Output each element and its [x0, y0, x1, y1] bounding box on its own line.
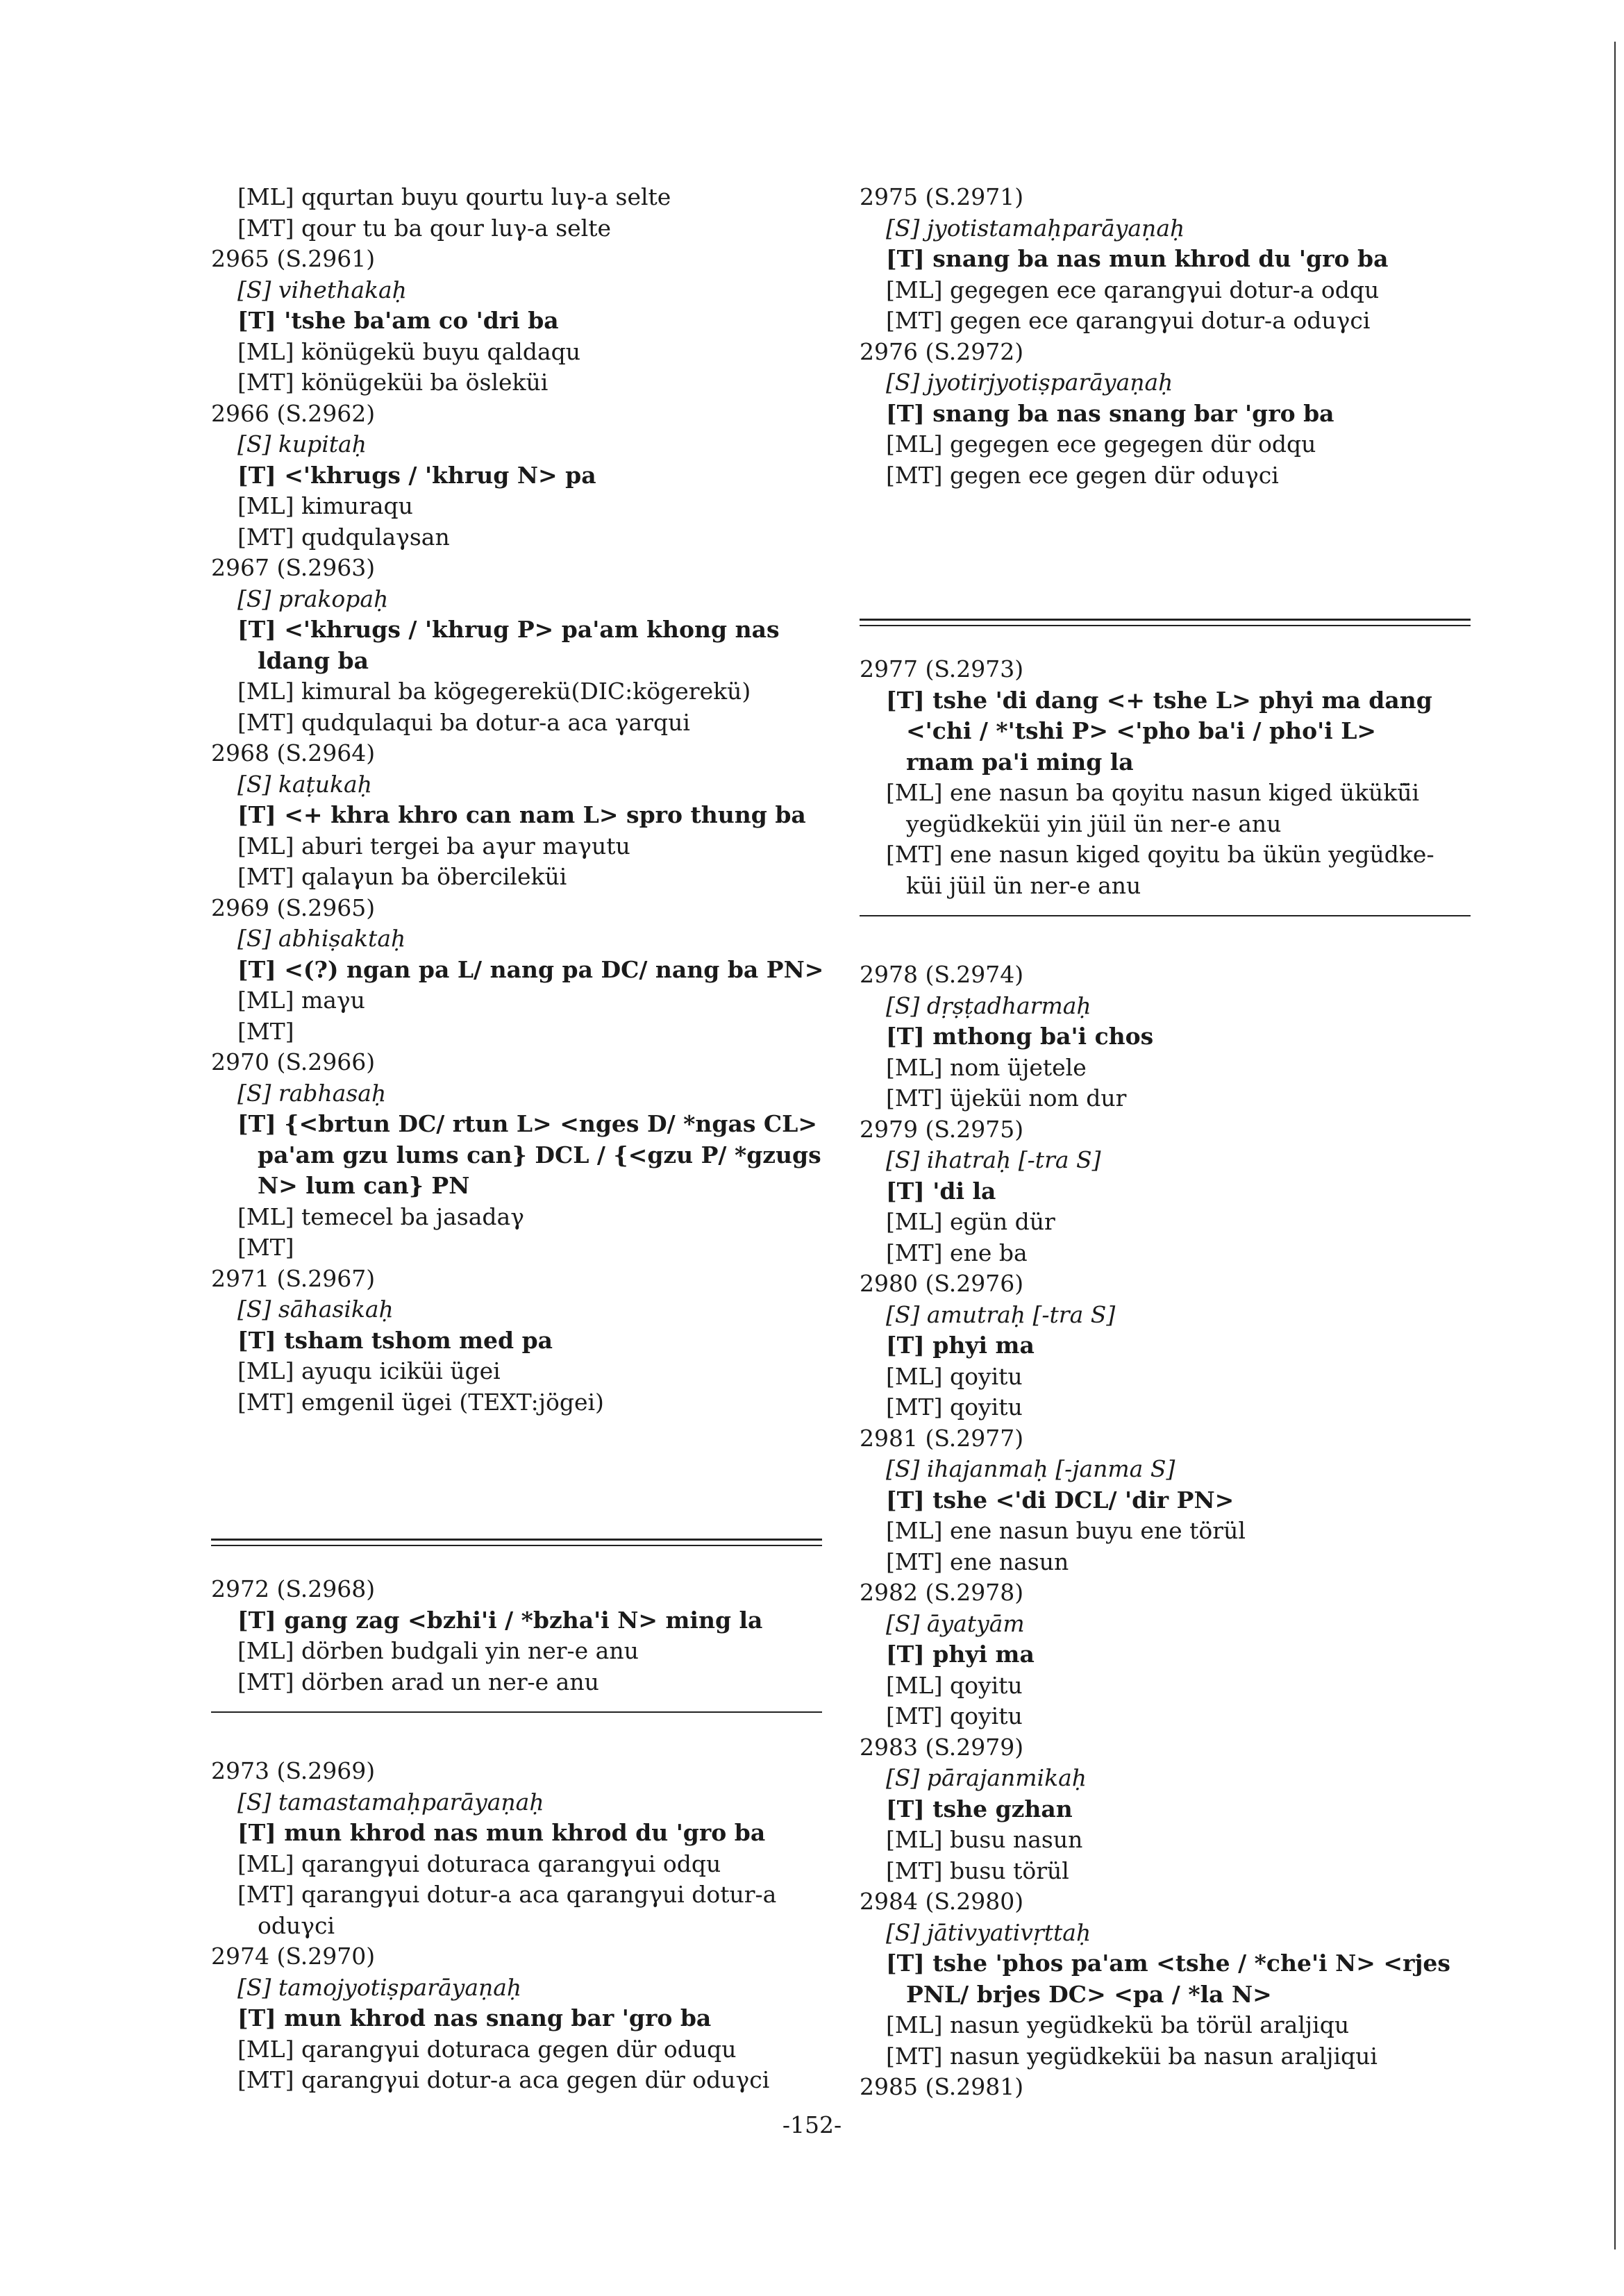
- entry-field: [S] jātivyativṛttaḥ: [886, 1918, 1091, 1946]
- entry-field: [MT] dörben arad un ner-e anu: [237, 1668, 599, 1695]
- entry-field: [S] kaṭukaḥ: [237, 770, 372, 798]
- entry-field: [ML] gegegen ece qarangγui dotur-a odqu: [886, 276, 1380, 303]
- entry-number: 2979 (S.2975): [860, 1115, 1024, 1143]
- entry-continuation: rnam pa'i ming la: [906, 748, 1134, 776]
- entry-field: [ML] kimural ba kögegerekü(DIC:kögerekü): [237, 678, 751, 705]
- entry-field: [MT]: [237, 1017, 294, 1045]
- entry-number: 2974 (S.2970): [211, 1943, 376, 1970]
- entry-field: [T] phyi ma: [886, 1332, 1035, 1359]
- entry-field: [S] jyotirjyotiṣparāyaṇaḥ: [886, 369, 1173, 396]
- entry-number: 2977 (S.2973): [860, 655, 1024, 682]
- entry-number: 2975 (S.2971): [860, 183, 1024, 210]
- entry-field: [ML] maγu: [237, 987, 365, 1014]
- entry-field: [ML] nom üjetele: [886, 1053, 1087, 1081]
- entry-number: 2981 (S.2977): [860, 1424, 1024, 1452]
- entry-field: [ML] busu nasun: [886, 1826, 1083, 1853]
- entry-number: 2973 (S.2969): [211, 1757, 376, 1784]
- entry-field: [S] tamastamaḥparāyaṇaḥ: [237, 1788, 544, 1816]
- entry-field: [MT] ene nasun kiged qoyitu ba ükün yegüdke-: [886, 841, 1434, 868]
- entry-field: [T] snang ba nas snang bar 'gro ba: [886, 399, 1334, 427]
- entry-field: [S] dṛṣṭadharmaḥ: [886, 991, 1091, 1019]
- entry-field: [S] tamojyotiṣparāyaṇaḥ: [237, 1973, 522, 2001]
- entry-field: [ML] qoyitu: [886, 1671, 1023, 1699]
- entry-number: 2985 (S.2981): [860, 2073, 1024, 2100]
- entry-field: [T] phyi ma: [886, 1641, 1035, 1668]
- entry-number: 2966 (S.2962): [211, 399, 376, 427]
- entry-number: 2984 (S.2980): [860, 1888, 1024, 1915]
- entry-field: [T] snang ba nas mun khrod du 'gro ba: [886, 245, 1389, 272]
- entry-continuation: yegüdkeküi yin jüil ün ner-e anu: [906, 810, 1282, 837]
- entry-field: [S] ihatraḥ [-tra S]: [886, 1146, 1101, 1173]
- entry-field: [MT] ene nasun: [886, 1548, 1069, 1575]
- entries-block: [860, 654, 1471, 901]
- entry-field: [ML] qqurtan buyu qourtu luγ-a selte: [237, 183, 671, 210]
- entry-continuation: küi jüil ün ner-e anu: [906, 871, 1141, 899]
- entry-field: [MT] gegen ece gegen dür oduγci: [886, 461, 1279, 489]
- entry-field: [S] vihethakaḥ: [237, 276, 407, 303]
- entry-field: [T] tsham tshom med pa: [237, 1326, 553, 1354]
- entry-field: [ML] ene nasun buyu ene törül: [886, 1517, 1246, 1544]
- entry-field: [S] pārajanmikaḥ: [886, 1764, 1087, 1791]
- entry-field: [MT] ene ba: [886, 1239, 1028, 1266]
- entry-number: 2976 (S.2972): [860, 337, 1024, 365]
- entry-field: [T] tshe gzhan: [886, 1795, 1073, 1822]
- entry-field: [T] tshe 'phos pa'am <tshe / *che'i N> <rjes: [886, 1950, 1450, 1977]
- entries-block: [860, 182, 1471, 491]
- entry-field: [MT] nasun yegüdkeküi ba nasun araljiqui: [886, 2042, 1378, 2070]
- entry-field: [MT] emgenil ügei (TEXT:jögei): [237, 1388, 604, 1416]
- page-number: -152-: [782, 2111, 842, 2138]
- right-column: [860, 182, 1471, 2103]
- entry-field: [T] <(?) ngan pa L/ nang pa DC/ nang ba PN>: [237, 955, 824, 983]
- entry-field: [ML] ayuqu iciküi ügei: [237, 1357, 501, 1384]
- entry-field: [MT] qoyitu: [886, 1702, 1023, 1729]
- entry-field: [MT] qalaγun ba öbercileküi: [237, 863, 567, 890]
- entry-field: [S] amutraḥ [-tra S]: [886, 1300, 1116, 1328]
- entry-field: [MT] qudqulaγsan: [237, 523, 450, 551]
- entry-field: [MT] busu törül: [886, 1857, 1069, 1884]
- entries-block: [211, 182, 822, 1418]
- entry-number: 2972 (S.2968): [211, 1575, 376, 1602]
- entry-field: [ML] nasun yegüdkekü ba törül araljiqu: [886, 2011, 1350, 2038]
- entry-continuation: ldang ba: [258, 646, 369, 674]
- entries-block: [860, 960, 1471, 2103]
- entry-field: [ML] aburi tergei ba aγur maγutu: [237, 832, 630, 860]
- entry-field: [MT] qour tu ba qour luγ-a selte: [237, 214, 612, 242]
- entry-field: [ML] ene nasun ba qoyitu nasun kiged ükükü̈i: [886, 779, 1420, 806]
- entry-field: [S] āyatyām: [886, 1609, 1025, 1637]
- entry-field: [MT] könügeküi ba ösleküi: [237, 369, 549, 396]
- entry-field: [MT] qarangγui dotur-a aca gegen dür oduγci: [237, 2066, 770, 2093]
- entry-field: [MT] üjeküi nom dur: [886, 1084, 1127, 1112]
- entries-block: [211, 1756, 822, 2096]
- entry-field: [MT] gegen ece qarangγui dotur-a oduγci: [886, 307, 1371, 334]
- entry-field: [T] 'tshe ba'am co 'dri ba: [237, 307, 559, 334]
- page-edge-line: [1614, 42, 1616, 2249]
- entry-field: [S] rabhasaḥ: [237, 1079, 387, 1107]
- entry-field: [T] <'khrugs / 'khrug P> pa'am khong nas: [237, 616, 780, 643]
- entry-field: [T] tshe <'di DCL/ 'dir PN>: [886, 1486, 1234, 1514]
- entry-field: [MT] qudqulaqui ba dotur-a aca γarqui: [237, 708, 690, 736]
- entry-field: [T] <'khrugs / 'khrug N> pa: [237, 461, 596, 489]
- entry-number: 2967 (S.2963): [211, 554, 376, 581]
- entry-field: [ML] egün dür: [886, 1208, 1055, 1235]
- entry-field: [ML] temecel ba jasadaγ: [237, 1203, 524, 1230]
- entry-field: [S] ihajanmaḥ [-janma S]: [886, 1455, 1175, 1482]
- entry-field: [ML] dörben budgali yin ner-e anu: [237, 1637, 639, 1664]
- left-column: [211, 182, 822, 2096]
- entry-field: [S] prakopaḥ: [237, 585, 389, 612]
- entry-field: [T] gang zag <bzhi'i / *bzha'i N> ming la: [237, 1606, 763, 1634]
- entry-number: 2983 (S.2979): [860, 1733, 1024, 1761]
- entry-field: [T] {<brtun DC/ rtun L> <nges D/ *ngas CL>: [237, 1110, 818, 1137]
- entry-field: [MT]: [237, 1234, 294, 1261]
- entry-number: 2969 (S.2965): [211, 894, 376, 921]
- entry-number: 2970 (S.2966): [211, 1048, 376, 1075]
- entry-field: [T] mun khrod nas mun khrod du 'gro ba: [237, 1819, 766, 1846]
- entry-field: [ML] qarangγui doturaca gegen dür oduqu: [237, 2035, 737, 2063]
- entry-field: [ML] gegegen ece gegegen dür odqu: [886, 430, 1316, 458]
- entry-field: [T] mthong ba'i chos: [886, 1023, 1154, 1050]
- double-rule-divider: [860, 619, 1471, 626]
- entry-number: 2980 (S.2976): [860, 1270, 1024, 1297]
- entry-field: [S] sāhasikaḥ: [237, 1296, 394, 1323]
- entry-field: [MT] qarangγui dotur-a aca qarangγui dotur-a: [237, 1881, 777, 1908]
- entry-continuation: <'chi / *'tshi P> <'pho ba'i / pho'i L>: [906, 717, 1377, 744]
- entry-continuation: oduγci: [258, 1911, 335, 1939]
- entry-field: [S] jyotistamaḥparāyaṇaḥ: [886, 214, 1185, 242]
- entry-field: [T] mun khrod nas snang bar 'gro ba: [237, 2004, 712, 2031]
- entry-number: 2978 (S.2974): [860, 961, 1024, 988]
- entries-block: [211, 1574, 822, 1698]
- entry-number: 2982 (S.2978): [860, 1579, 1024, 1606]
- entry-field: [ML] qoyitu: [886, 1362, 1023, 1390]
- entry-continuation: pa'am gzu lums can} DCL / {<gzu P/ *gzugs: [258, 1141, 821, 1168]
- entry-field: [ML] kimuraqu: [237, 492, 413, 519]
- entry-field: [T] 'di la: [886, 1177, 996, 1205]
- double-rule-divider: [211, 1539, 822, 1546]
- entry-continuation: PNL/ brjes DC> <pa / *la N>: [906, 1980, 1272, 2008]
- entry-number: 2965 (S.2961): [211, 245, 376, 272]
- entry-field: [MT] qoyitu: [886, 1393, 1023, 1421]
- entry-continuation: N> lum can} PN: [258, 1172, 470, 1199]
- entry-number: 2968 (S.2964): [211, 739, 376, 766]
- entry-field: [ML] könügekü buyu qaldaqu: [237, 337, 581, 365]
- entry-field: [S] kupitaḥ: [237, 430, 367, 458]
- entry-number: 2971 (S.2967): [211, 1264, 376, 1292]
- entry-field: [T] tshe 'di dang <+ tshe L> phyi ma dang: [886, 686, 1432, 714]
- entry-field: [ML] qarangγui doturaca qarangγui odqu: [237, 1850, 721, 1877]
- entry-field: [S] abhiṣaktaḥ: [237, 925, 406, 952]
- entry-field: [T] <+ khra khro can nam L> spro thung ba: [237, 801, 806, 828]
